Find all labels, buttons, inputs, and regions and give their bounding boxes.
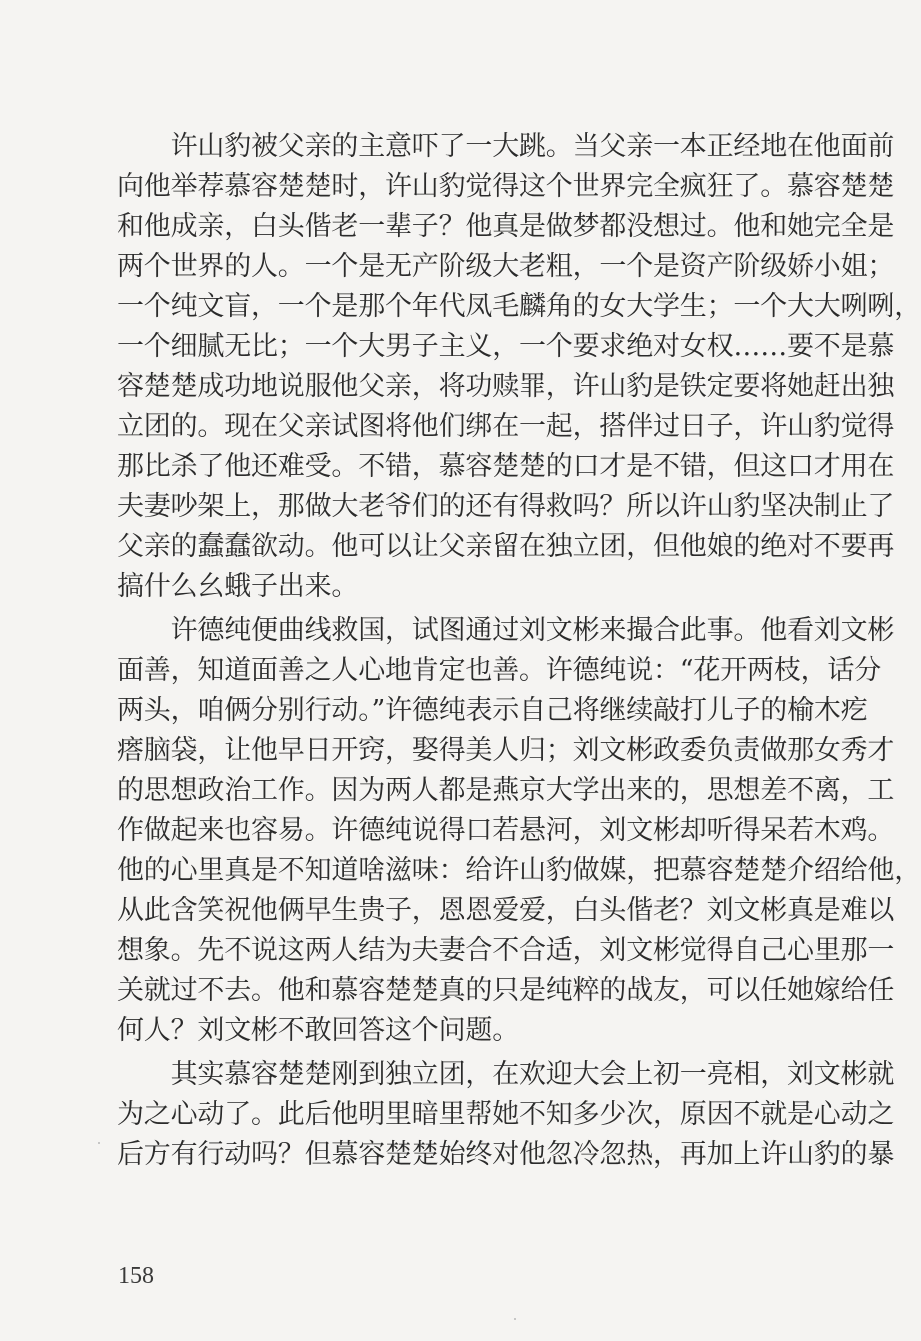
text-line: 容楚楚成功地说服他父亲，将功赎罪，许山豹是铁定要将她赶出独 — [117, 371, 895, 402]
text-line: 一个纯文盲，一个是那个年代凤毛麟角的女大学生；一个大大咧咧， — [117, 291, 921, 322]
text-line: 两头，咱俩分别行动。”许德纯表示自己将继续敲打儿子的榆木疙 — [117, 695, 868, 726]
body-text — [117, 127, 921, 1175]
text-line: 其实慕容楚楚刚到独立团，在欢迎大会上初一亮相，刘文彬就 — [117, 1059, 895, 1090]
scan-speck — [98, 1142, 100, 1144]
text-line: 瘩脑袋，让他早日开窍，娶得美人归；刘文彬政委负责做那女秀才 — [117, 735, 895, 766]
scan-speck — [514, 1318, 516, 1320]
text-line: 的思想政治工作。因为两人都是燕京大学出来的，思想差不离，工 — [117, 775, 895, 806]
text-line: 搞什么幺蛾子出来。 — [117, 571, 359, 602]
text-line: 后方有行动吗？但慕容楚楚始终对他忽冷忽热，再加上许山豹的暴 — [117, 1139, 895, 1170]
text-line: 那比杀了他还难受。不错，慕容楚楚的口才是不错，但这口才用在 — [117, 451, 895, 482]
text-line: 一个细腻无比；一个大男子主义，一个要求绝对女权……要不是慕 — [117, 331, 895, 362]
text-line: 作做起来也容易。许德纯说得口若悬河，刘文彬却听得呆若木鸡。 — [117, 815, 895, 846]
text-line: 他的心里真是不知道啥滋味：给许山豹做媒，把慕容楚楚介绍给他， — [117, 855, 921, 886]
paragraph — [117, 611, 921, 1051]
text-line: 夫妻吵架上，那做大老爷们的还有得救吗？所以许山豹坚决制止了 — [117, 491, 895, 522]
text-line: 面善，知道面善之人心地肯定也善。许德纯说：“花开两枝，话分 — [117, 655, 882, 686]
text-line: 许山豹被父亲的主意吓了一大跳。当父亲一本正经地在他面前 — [117, 131, 895, 162]
text-line: 两个世界的人。一个是无产阶级大老粗，一个是资产阶级娇小姐； — [117, 251, 895, 282]
text-line: 立团的。现在父亲试图将他们绑在一起，搭伴过日子，许山豹觉得 — [117, 411, 895, 442]
text-line: 许德纯便曲线救国，试图通过刘文彬来撮合此事。他看刘文彬 — [117, 615, 895, 646]
text-line: 何人？刘文彬不敢回答这个问题。 — [117, 1015, 519, 1046]
text-line: 向他举荐慕容楚楚时，许山豹觉得这个世界完全疯狂了。慕容楚楚 — [117, 171, 895, 202]
text-line: 父亲的蠢蠢欲动。他可以让父亲留在独立团，但他娘的绝对不要再 — [117, 531, 895, 562]
paragraph — [117, 1055, 895, 1175]
text-line: 关就过不去。他和慕容楚楚真的只是纯粹的战友，可以任她嫁给任 — [117, 975, 895, 1006]
text-line: 和他成亲，白头偕老一辈子？他真是做梦都没想过。他和她完全是 — [117, 211, 895, 242]
text-line: 为之心动了。此后他明里暗里帮她不知多少次，原因不就是心动之 — [117, 1099, 895, 1130]
text-line: 想象。先不说这两人结为夫妻合不合适，刘文彬觉得自己心里那一 — [117, 935, 895, 966]
paragraph — [117, 127, 921, 607]
page-number: 158 — [118, 1263, 154, 1289]
text-line: 从此含笑祝他俩早生贵子，恩恩爱爱，白头偕老？刘文彬真是难以 — [117, 895, 895, 926]
